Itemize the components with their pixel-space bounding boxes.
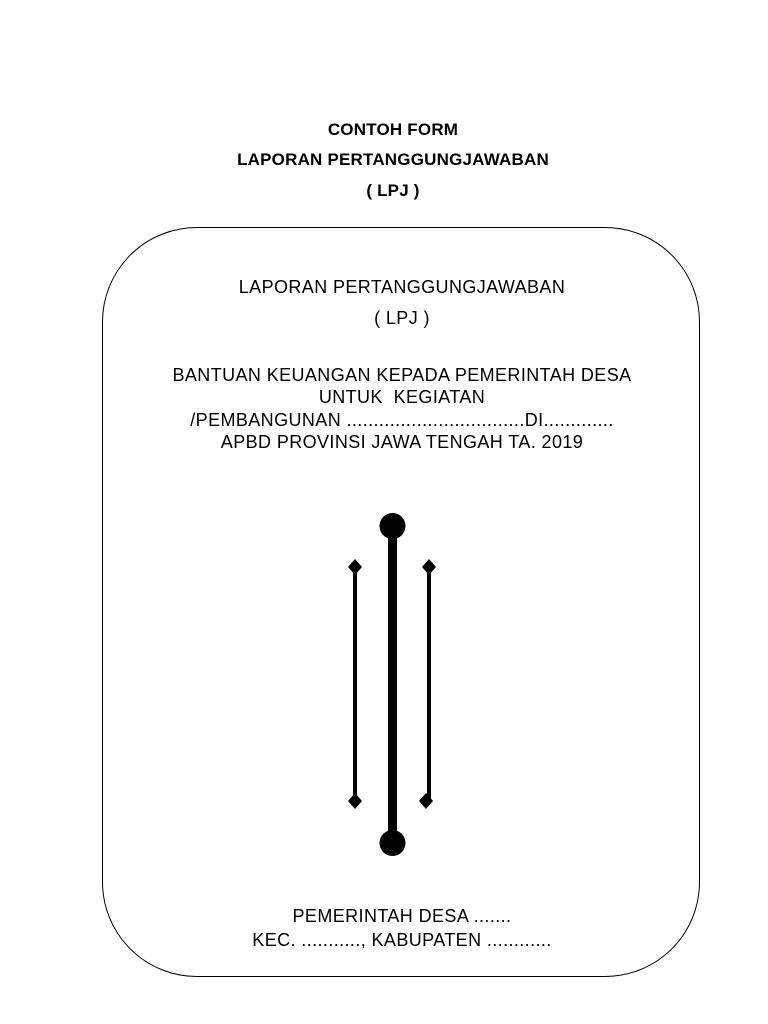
footer-village: PEMERINTAH DESA ....... (292, 906, 512, 926)
cover-subject-line-1: BANTUAN KEUANGAN KEPADA PEMERINTAH DESA (172, 365, 632, 385)
cover-subject-line-4: APBD PROVINSI JAWA TENGAH TA. 2019 (220, 432, 584, 452)
form-heading-contoh: CONTOH FORM (327, 120, 459, 139)
vertical-bar-ornament-icon (335, 510, 450, 860)
form-heading-title: LAPORAN PERTANGGUNGJAWABAN (237, 150, 549, 169)
form-heading-abbr: ( LPJ ) (366, 181, 420, 200)
cover-subject-line-3: /PEMBANGUNAN .................................DI............. (190, 410, 614, 430)
cover-title: LAPORAN PERTANGGUNGJAWABAN (238, 277, 566, 297)
cover-abbr: ( LPJ ) (374, 308, 430, 328)
footer-district-regency: KEC. ..........., KABUPATEN ............ (252, 930, 552, 950)
cover-subject-line-2: UNTUK KEGIATAN (318, 387, 486, 407)
